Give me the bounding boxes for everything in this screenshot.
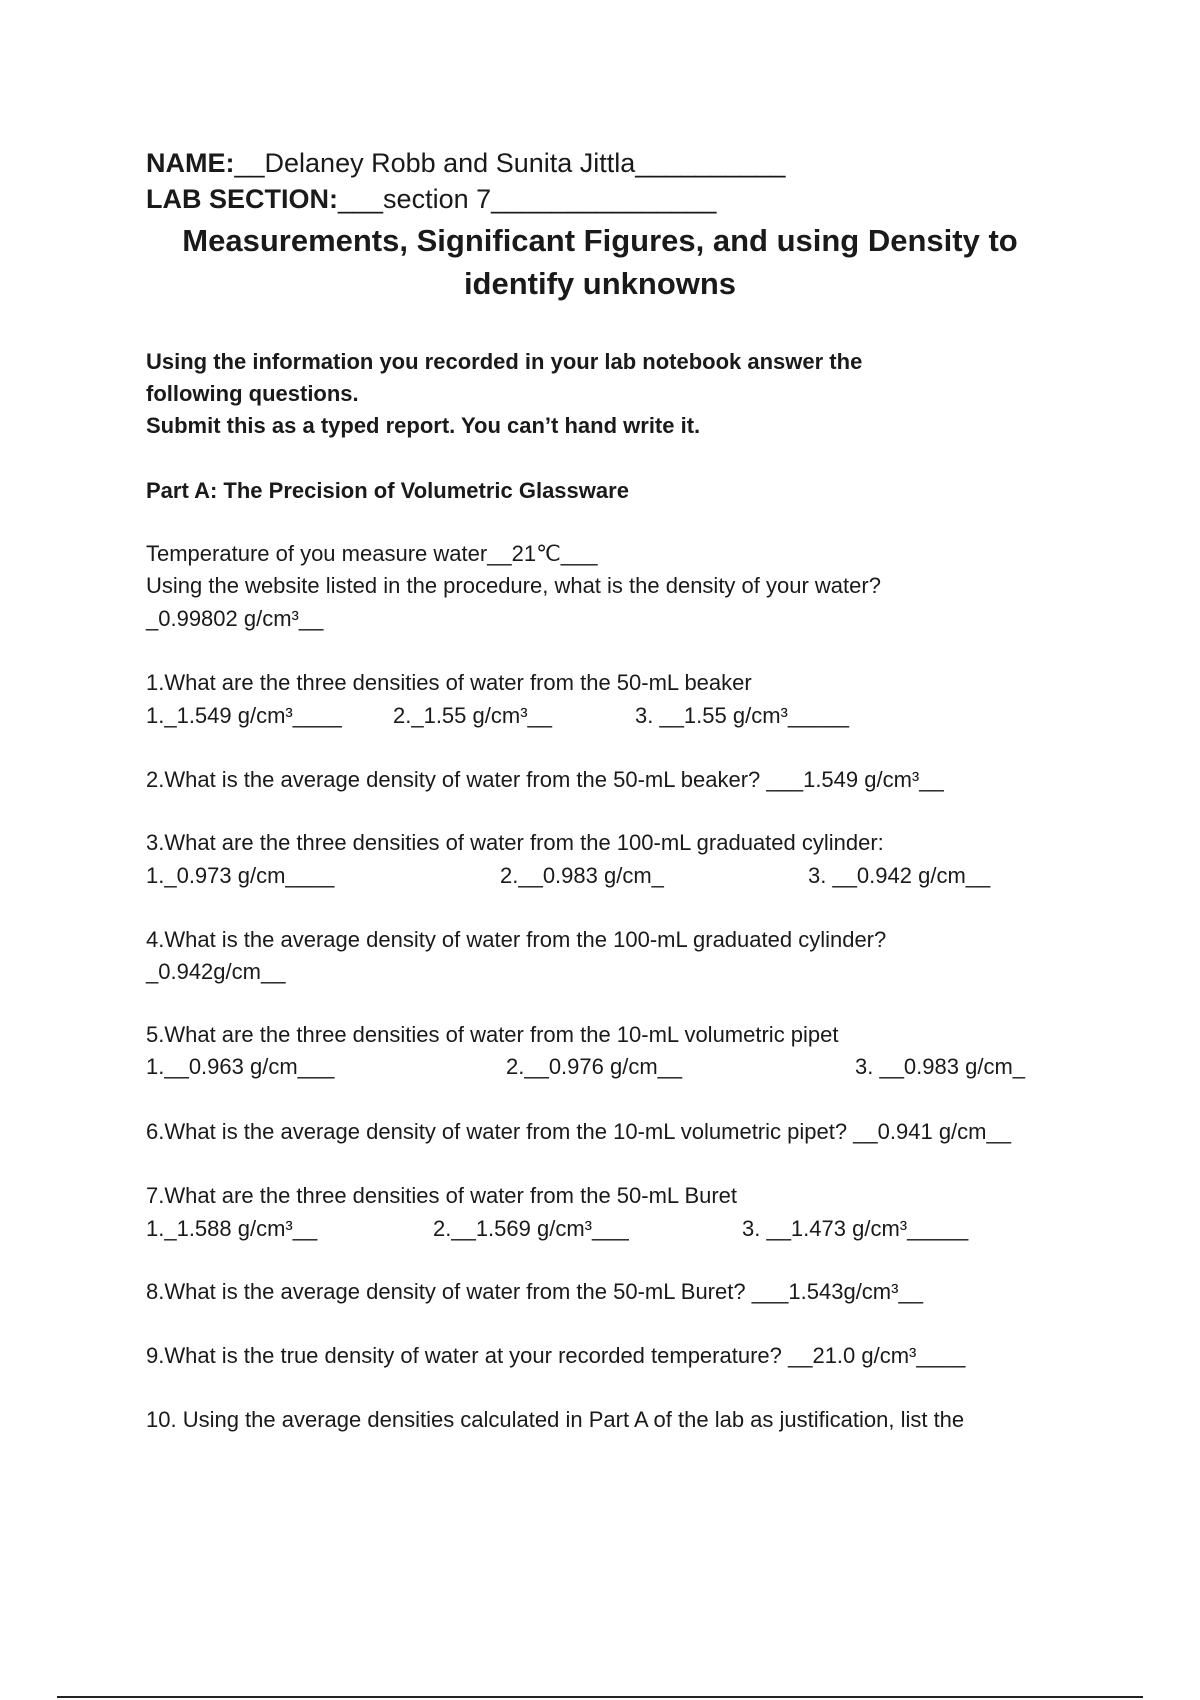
temperature-line: Temperature of you measure water__21℃___: [146, 541, 598, 566]
lab-section-line: [146, 183, 716, 215]
q1-answer-3: 3. __1.55 g/cm³_____: [635, 703, 850, 728]
density-question: Using the website listed in the procedure, what is the density of your water?: [146, 573, 881, 598]
question-6: 6.What is the average density of water from the 10-mL volumetric pipet? __0.941 g/cm__: [146, 1119, 1011, 1144]
q4-answer: _0.942g/cm__: [146, 959, 286, 984]
page-title-line-1: Measurements, Significant Figures, and using Density to: [182, 223, 1018, 258]
q7-answer-3: 3. __1.473 g/cm³_____: [742, 1216, 969, 1241]
part-a-heading: Part A: The Precision of Volumetric Glassware: [146, 478, 629, 503]
question-3: 3.What are the three densities of water from the 100-mL graduated cylinder:: [146, 830, 884, 855]
question-5: 5.What are the three densities of water from the 10-mL volumetric pipet: [146, 1022, 839, 1047]
page-bottom-divider: [57, 1696, 1143, 1698]
name-value: __Delaney Robb and Sunita Jittla__________: [234, 148, 786, 178]
name-line: [146, 147, 785, 179]
question-10: 10. Using the average densities calculated in Part A of the lab as justification, list the: [146, 1407, 965, 1432]
q5-answer-2: 2.__0.976 g/cm__: [506, 1054, 683, 1079]
density-answer: _0.99802 g/cm³__: [146, 606, 324, 631]
q3-answer-3: 3. __0.942 g/cm__: [808, 863, 991, 888]
q3-answer-2: 2.__0.983 g/cm_: [500, 863, 664, 888]
q1-answer-2: 2._1.55 g/cm³__: [393, 703, 552, 728]
instructions-line-3: Submit this as a typed report. You can’t hand write it.: [146, 413, 701, 438]
q7-answer-1: 1._1.588 g/cm³__: [146, 1216, 318, 1241]
question-7: 7.What are the three densities of water from the 50-mL Buret: [146, 1183, 738, 1208]
q5-answer-1: 1.__0.963 g/cm___: [146, 1054, 335, 1079]
question-2: 2.What is the average density of water from the 50-mL beaker? ___1.549 g/cm³__: [146, 767, 944, 792]
question-9: 9.What is the true density of water at your recorded temperature? __21.0 g/cm³____: [146, 1343, 966, 1368]
q1-answer-1: 1._1.549 g/cm³____: [146, 703, 342, 728]
lab-section-value: ___section 7_______________: [338, 184, 717, 214]
question-4: 4.What is the average density of water from the 100-mL graduated cylinder?: [146, 927, 887, 952]
q3-answer-1: 1._0.973 g/cm____: [146, 863, 335, 888]
question-8: 8.What is the average density of water from the 50-mL Buret? ___1.543g/cm³__: [146, 1279, 923, 1304]
question-1: 1.What are the three densities of water from the 50-mL beaker: [146, 670, 752, 695]
instructions-line-2: following questions.: [146, 381, 359, 406]
page-title-line-2: identify unknowns: [463, 266, 737, 301]
q7-answer-2: 2.__1.569 g/cm³___: [433, 1216, 629, 1241]
name-label: NAME:: [146, 148, 235, 178]
instructions-line-1: Using the information you recorded in your lab notebook answer the: [146, 349, 863, 374]
q5-answer-3: 3. __0.983 g/cm_: [855, 1054, 1026, 1079]
lab-section-label: LAB SECTION:: [146, 184, 338, 214]
